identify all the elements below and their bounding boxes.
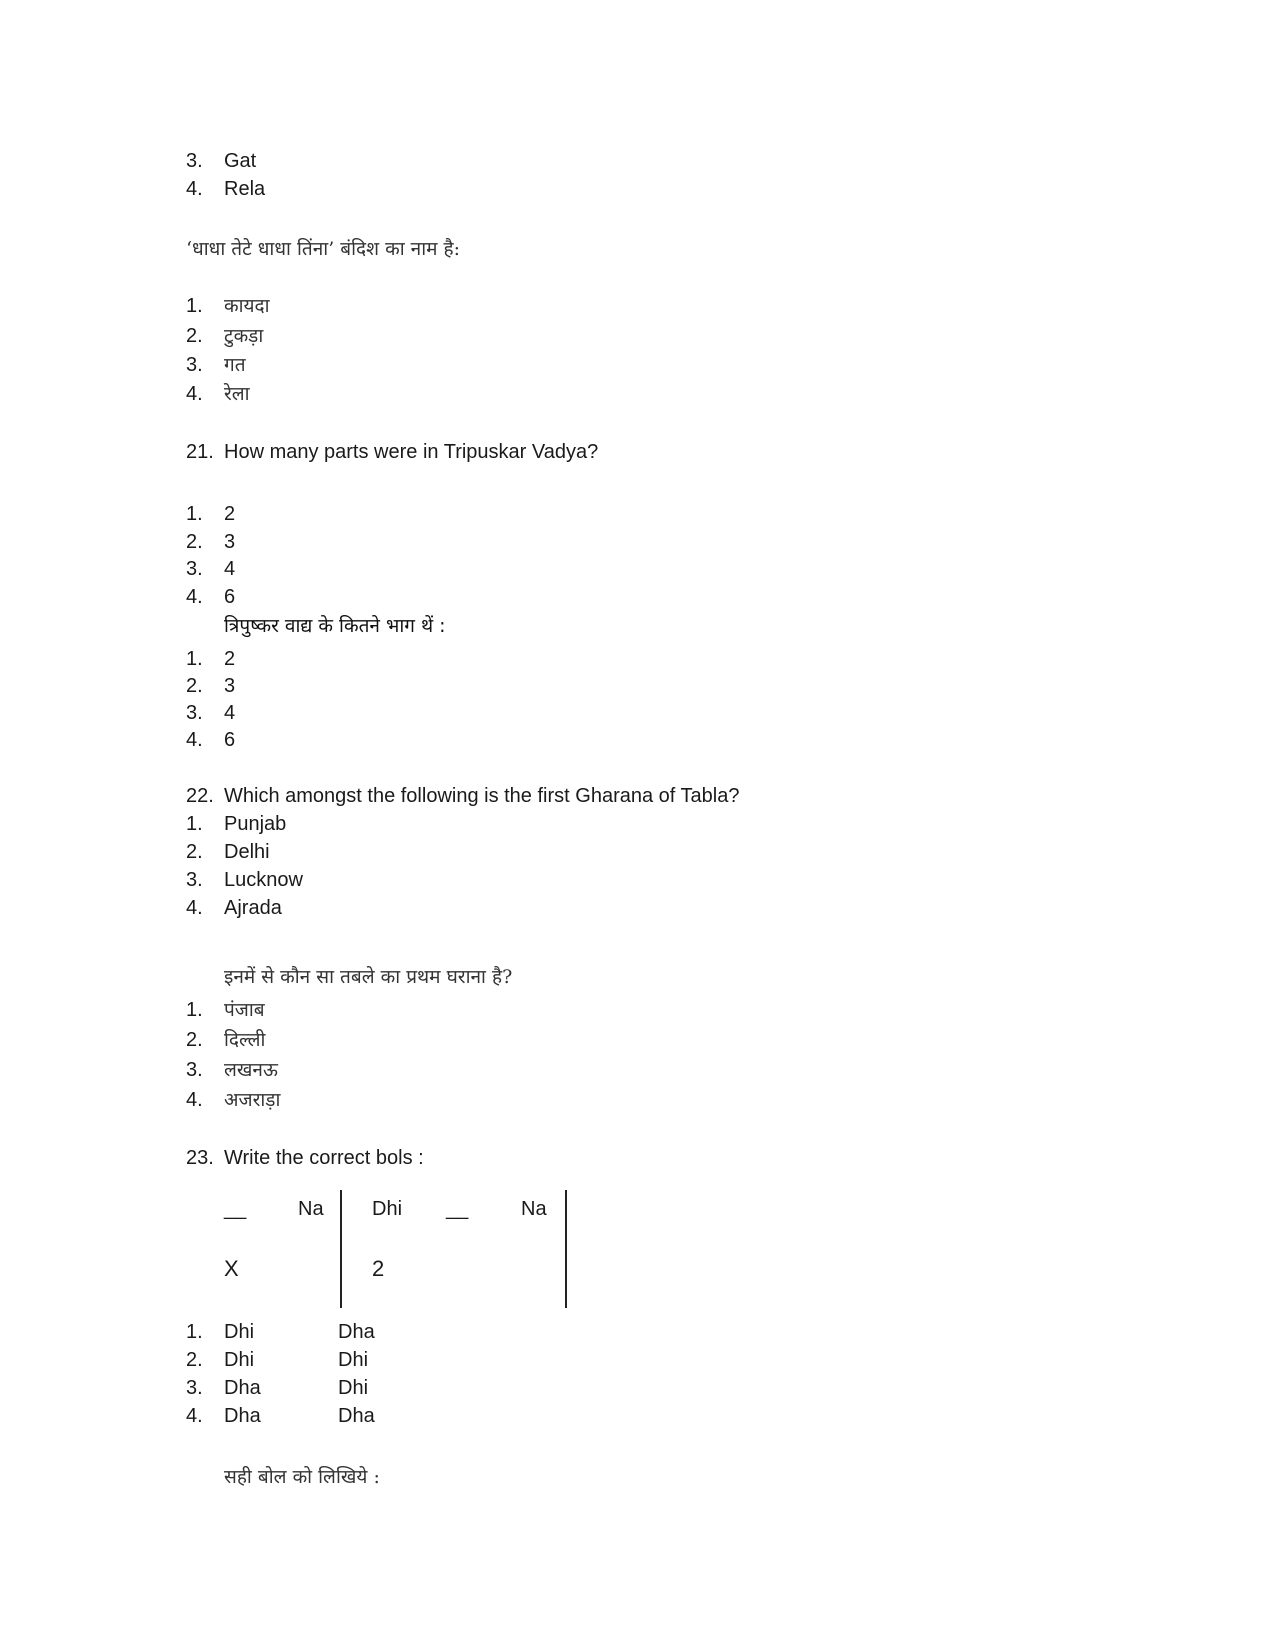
bol-cell: Dhi [372,1198,403,1220]
option-text: अजराड़ा [224,1089,281,1111]
option-text: 3 [224,675,236,697]
option-text: Lucknow [224,869,303,891]
question-number: 22. [186,785,214,807]
option-bol-a: Dhi [224,1321,255,1343]
option-bol-a: Dhi [224,1349,255,1371]
tala-mark: X [224,1256,239,1281]
option-text: रेला [224,383,250,405]
option-number: 4. [186,1405,203,1427]
option-number: 2. [186,325,203,347]
option-text [224,1318,375,1346]
option-text: पंजाब [224,999,265,1021]
option-number: 4. [186,897,203,919]
question-hindi: इनमें से कौन सा तबले का प्रथम घराना है? [224,966,513,988]
option-number: 4. [186,1089,203,1111]
option-number: 1. [186,1321,203,1343]
option-text: 6 [224,586,236,608]
bol-blank: __ [446,1198,469,1220]
option-number: 1. [186,999,203,1021]
question-hindi: सही बोल को लिखिये : [224,1466,380,1488]
option-text: Gat [224,150,257,172]
option-number: 1. [186,648,203,670]
option-text: दिल्ली [224,1029,266,1051]
option-text: 3 [224,531,236,553]
bol-blank: __ [224,1198,247,1220]
bol-cell: Na [298,1198,324,1220]
option-text: 2 [224,503,236,525]
option-number: 3. [186,702,203,724]
question-text: Which amongst the following is the first Gharana of Tabla? [224,785,740,807]
option-bol-b: Dha [338,1321,375,1343]
option-number: 4. [186,586,203,608]
option-text: Delhi [224,841,270,863]
tala-mark: 2 [372,1256,385,1281]
option-text [224,1402,375,1430]
option-bol-a: Dha [224,1377,261,1399]
question-hindi: ‘धाधा तेटे धाधा तिंना’ बंदिश का नाम है: [186,238,461,260]
option-number: 4. [186,729,203,751]
option-bol-b: Dha [338,1405,375,1427]
option-number: 3. [186,869,203,891]
option-text: टुकड़ा [224,325,264,347]
option-text: कायदा [224,295,270,317]
option-number: 1. [186,813,203,835]
option-number: 3. [186,1059,203,1081]
table-divider [340,1190,342,1308]
option-number: 2. [186,841,203,863]
option-number: 3. [186,150,203,172]
bol-table [224,1190,584,1308]
option-number: 4. [186,178,203,200]
option-number: 4. [186,383,203,405]
option-number: 1. [186,503,203,525]
option-text [224,1346,369,1374]
option-text: 2 [224,648,236,670]
option-bol-a: Dha [224,1405,261,1427]
option-text [224,1374,369,1402]
option-text: 4 [224,558,236,580]
option-text: 4 [224,702,236,724]
option-text: लखनऊ [224,1059,278,1081]
option-number: 3. [186,1377,203,1399]
bol-cell: Na [521,1198,547,1220]
option-number: 3. [186,558,203,580]
option-number: 2. [186,1349,203,1371]
table-divider [565,1190,567,1308]
option-number: 1. [186,295,203,317]
question-text: Write the correct bols : [224,1147,424,1169]
question-number: 23. [186,1147,214,1169]
option-text: Punjab [224,813,287,835]
question-hindi: त्रिपुष्कर वाद्य के कितने भाग थें : [224,615,446,637]
option-text: 6 [224,729,236,751]
option-number: 2. [186,531,203,553]
option-bol-b: Dhi [338,1377,369,1399]
option-text: गत [224,354,246,376]
option-bol-b: Dhi [338,1349,369,1371]
option-number: 2. [186,675,203,697]
option-number: 3. [186,354,203,376]
option-text: Rela [224,178,266,200]
option-text: Ajrada [224,897,282,919]
question-text: How many parts were in Tripuskar Vadya? [224,441,599,463]
option-number: 2. [186,1029,203,1051]
question-number: 21. [186,441,214,463]
